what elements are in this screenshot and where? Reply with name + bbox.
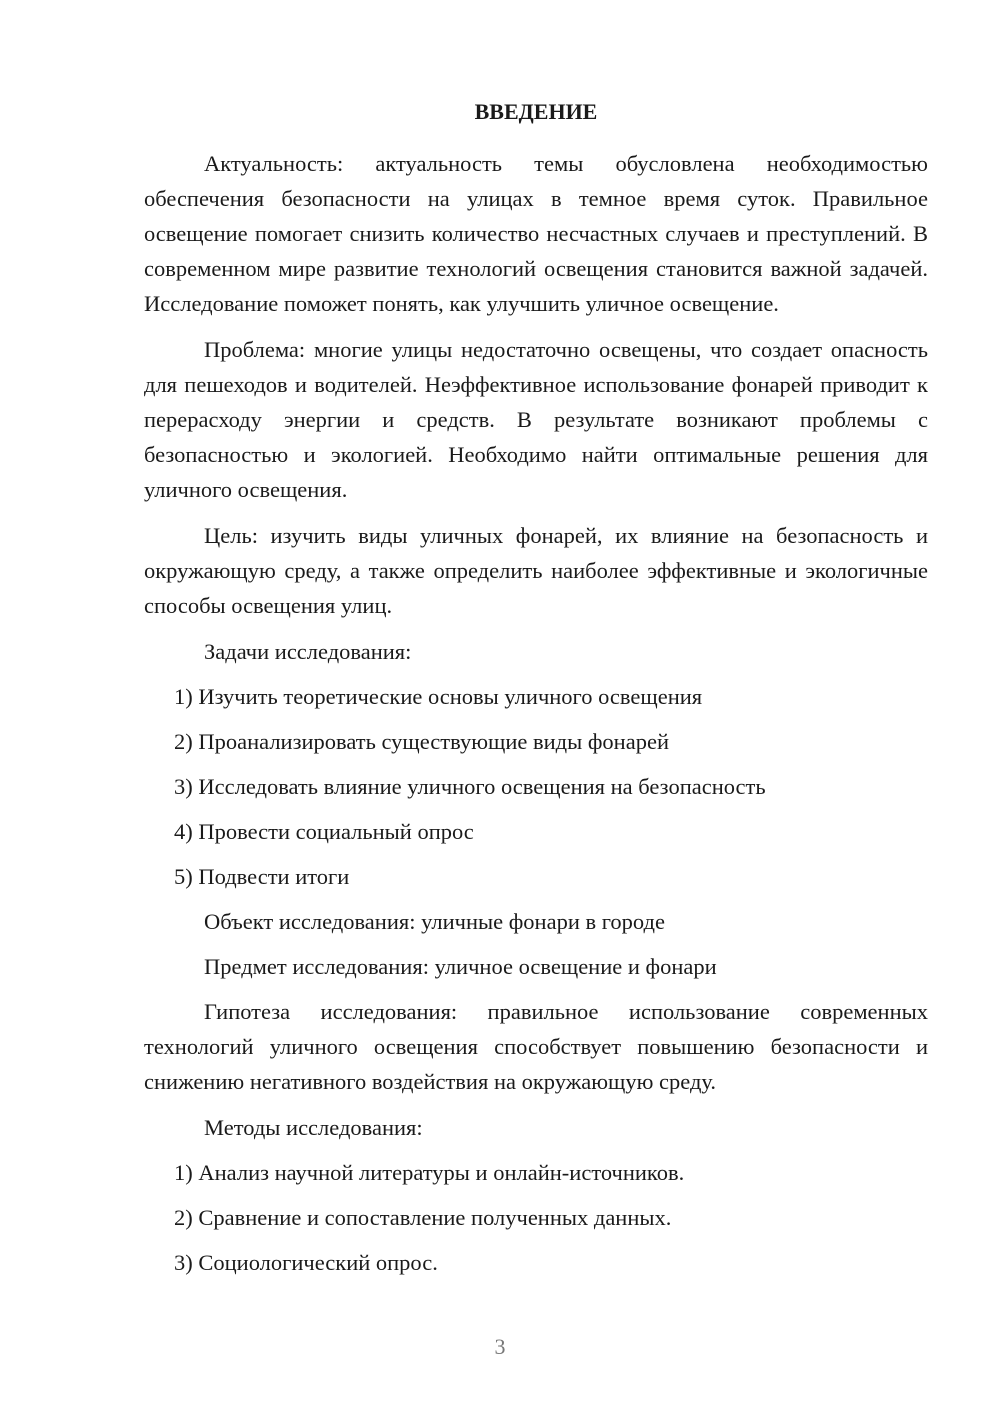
task-item: 2) Проанализировать существующие виды фонарей [174,729,669,754]
method-item: 1) Анализ научной литературы и онлайн-источников. [174,1160,685,1185]
task-item: 4) Провести социальный опрос [174,819,474,844]
hypothesis-paragraph: Гипотеза исследования: правильное использование современных технологий уличного освещения способствует повышению безопасности и снижению негативного воздействия на окружающую среду. [144,999,928,1094]
methods-list [144,1155,928,1280]
method-item: 2) Сравнение и сопоставление полученных данных. [174,1205,672,1230]
task-item: 5) Подвести итоги [174,864,350,889]
section-heading: ВВЕДЕНИЕ [474,99,598,124]
goal-paragraph: Цель: изучить виды уличных фонарей, их влияние на безопасность и окружающую среду, а также определить наиболее эффективные и экологичные способы освещения улиц. [144,523,928,618]
document-page [144,92,928,1290]
task-item: 3) Исследовать влияние уличного освещения на безопасность [174,774,766,799]
task-item: 1) Изучить теоретические основы уличного освещения [174,684,703,709]
methods-label: Методы исследования: [204,1115,423,1140]
research-object: Объект исследования: уличные фонари в городе [204,909,665,934]
tasks-label: Задачи исследования: [204,639,412,664]
tasks-list [144,679,928,894]
problem-paragraph: Проблема: многие улицы недостаточно освещены, что создает опасность для пешеходов и водителей. Неэффективное использование фонарей приводит к перерасходу энергии и средств. В результате возникают проблемы с безопасностью и экологией. Необходимо найти оптимальные решения для уличного освещения. [144,337,928,502]
method-item: 3) Социологический опрос. [174,1250,438,1275]
relevance-paragraph: Актуальность: актуальность темы обусловлена необходимостью обеспечения безопасности на улицах в темное время суток. Правильное освещение помогает снизить количество несчастных случаев и преступлений. В современном мире развитие технологий освещения становится важной задачей. Исследование поможет понять, как улучшить уличное освещение. [144,151,928,316]
research-subject: Предмет исследования: уличное освещение и фонари [204,954,717,979]
page-number: 3 [494,1334,506,1359]
